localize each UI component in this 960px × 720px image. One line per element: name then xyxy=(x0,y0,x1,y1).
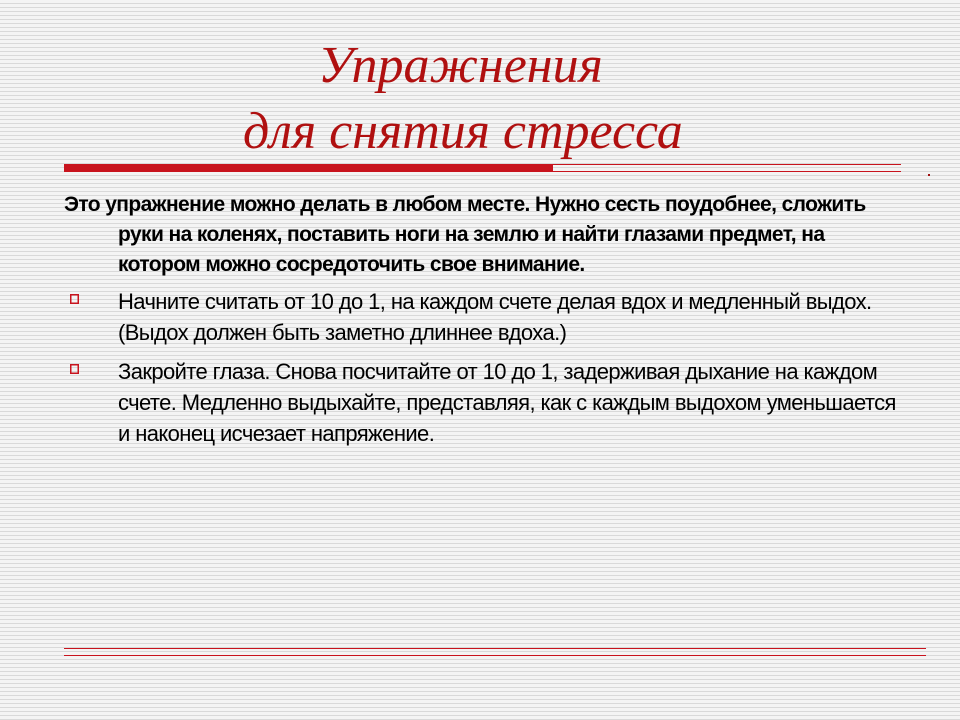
footer-rule-bottom xyxy=(64,655,926,656)
slide-body xyxy=(64,190,904,457)
bullet-square-icon xyxy=(70,294,79,304)
intro-paragraph: Это упражнение можно делать в любом месте. Нужно сесть поудобнее, сложить руки на коленях, поставить ноги на землю и найти глазами предмет, на котором можно сосредоточить свое внимание. xyxy=(64,193,866,276)
bullet-item xyxy=(64,356,904,449)
bullet-text: Начните считать от 10 до 1, на каждом счете делая вдох и медленный выдох. (Выдох должен быть заметно длиннее вдоха.) xyxy=(118,289,872,345)
title-underline-thin-top xyxy=(553,164,901,165)
slide-title-line-1: Упражнения xyxy=(318,37,603,94)
bullet-list xyxy=(64,286,904,449)
footer-rule-top xyxy=(64,648,926,649)
decorative-dot xyxy=(928,174,930,176)
title-underline-thick xyxy=(64,164,553,172)
title-underline-thin-bottom xyxy=(553,171,901,172)
bullet-square-icon xyxy=(70,364,79,374)
bullet-item xyxy=(64,286,904,348)
slide-title-line-2: для снятия стресса xyxy=(243,103,683,160)
bullet-text: Закройте глаза. Снова посчитайте от 10 до 1, задерживая дыхание на каждом счете. Медленно выдыхайте, представляя, как с каждым выдохом уменьшается и наконец исчезает напряжение. xyxy=(118,359,896,446)
